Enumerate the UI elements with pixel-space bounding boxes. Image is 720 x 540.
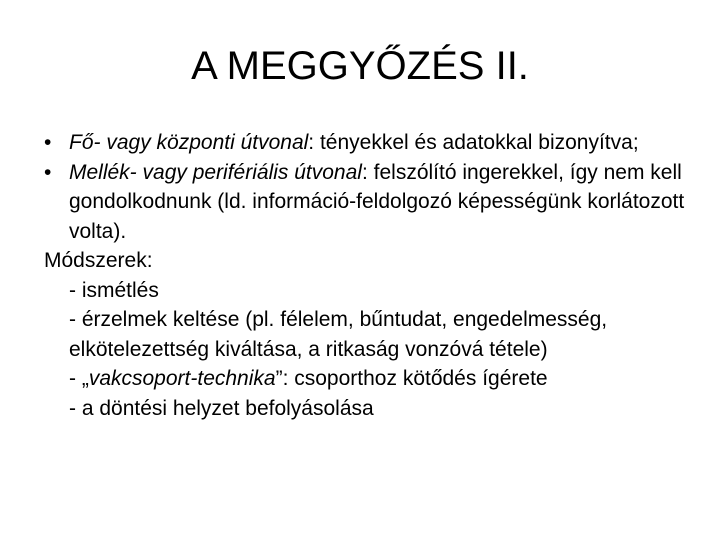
bullet-dot-icon: •	[44, 160, 52, 184]
slide-title-main: A MEGGYŐZÉS	[191, 44, 485, 88]
method-suffix: ”: csoporthoz kötődés ígérete	[275, 367, 548, 390]
bullet-term: Mellék- vagy perifériális útvonal	[69, 160, 362, 184]
bullet-term: Fő- vagy központi útvonal	[69, 131, 309, 154]
methods-heading	[44, 246, 704, 276]
methods-heading-colon: :	[146, 249, 153, 272]
bullet-description: : tényekkel és adatokkal bizonyítva;	[308, 131, 639, 154]
method-text: - érzelmek keltése (pl. félelem, bűntudat, engedelmesség, elkötelezettség kiváltása, a ritkaság vonzóvá tétele)	[69, 308, 608, 361]
method-item-bandwagon	[44, 364, 704, 394]
method-item-repetition	[44, 276, 704, 306]
slide-body	[44, 128, 704, 423]
method-term: vakcsoport-technika	[88, 367, 276, 390]
methods-heading-label: Módszerek	[44, 249, 147, 272]
bullet-text	[69, 158, 704, 247]
method-text: - ismétlés	[69, 278, 159, 302]
slide-title-numeral: II.	[484, 44, 529, 88]
method-item-decision-situation	[44, 394, 704, 424]
bullet-description: : felszólító ingerekkel, így nem kell gondolkodnunk (ld. információ-feldolgozó képességünk korlátozott volta).	[69, 160, 685, 243]
slide-title	[0, 38, 720, 94]
bullet-text	[69, 128, 704, 158]
bullet-item-central-route	[44, 128, 704, 158]
method-prefix: - „	[69, 367, 89, 390]
bullet-dot-icon: •	[44, 131, 52, 154]
method-item-emotions	[44, 305, 704, 364]
method-text: - a döntési helyzet befolyásolása	[69, 396, 374, 420]
bullet-item-peripheral-route	[44, 158, 704, 247]
